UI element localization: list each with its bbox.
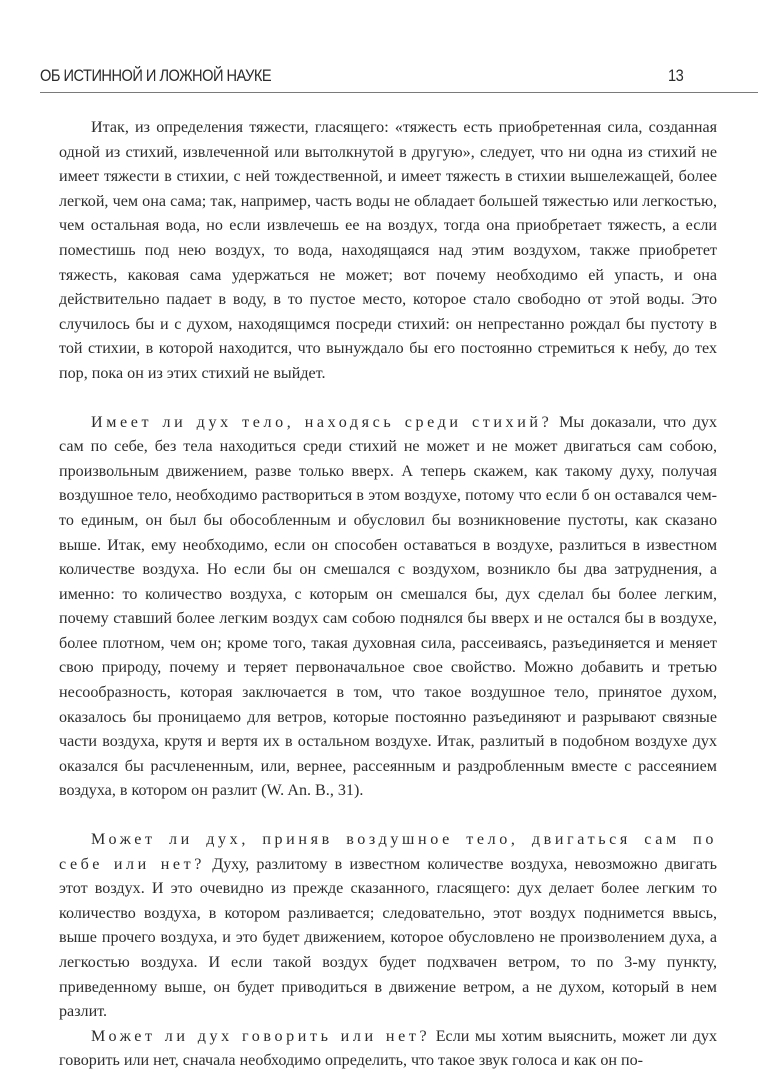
paragraph-spirit-motion: [59, 828, 717, 1025]
paragraph-text: Если мы хотим выяснить, может ли дух говорить или нет, сначала необходимо определить, что такое звук голоса и как он по-: [59, 1027, 718, 1070]
paragraph-text: Итак, из определения тяжести, гласящего: «тяжесть есть приобретенная сила, созданная одной из стихий, извлеченной или вытолкнутой в другую», следует, что ни одна из стихий не имеет тяжести в стихии, с ней тождественной, и имеет тяжесть в стихии вышележащей, более легкой, чем она сама; так, например, часть воды не обладает большей тяжестью или легкостью, чем остальная вода, но если извлечешь ее на воздух, тогда она приобретает тяжесть, а если поместишь под нею воздух, то вода, находящаяся над этим воздухом, также приобретет тяжесть, каковая сама удержаться не может; вот почему необходимо ей упасть, и она действительно падает в воду, в то пустое место, которое стало свободно от этой воды. Это случилось бы и с духом, находящимся посреди стихий: он непрестанно рождал бы пустоту в той стихии, в которой находится, что вынуждало бы его постоянно стремиться к небу, до тех пор, пока он из этих стихий не выйдет.: [59, 119, 717, 382]
body-text: [59, 116, 717, 1074]
paragraph-heading: Может ли дух говорить или нет?: [91, 1027, 431, 1045]
running-title: ОБ ИСТИННОЙ И ЛОЖНОЙ НАУКЕ: [40, 66, 272, 85]
running-head: [40, 64, 758, 93]
paragraph-spirit-body: [59, 411, 717, 805]
paragraph-text: Духу, разлитому в известном количестве воздуха, невозможно двигать этот воздух. И это очевидно из прежде сказанного, гласящего: дух делает более легким то количество воздуха, в котором разливается; следовательно, этот воздух поднимется ввысь, выше прочего воздуха, и это будет движением, которое обусловлено не произволением духа, а легкостью воздуха. И если такой воздух будет подхвачен ветром, то по 3-му пункту, приведенному выше, он будет приводиться в движение ветром, а не духом, который в нем разлит.: [59, 855, 717, 1021]
paragraph-gravity: [59, 116, 717, 387]
paragraph-text: Мы доказали, что дух сам по себе, без тела находиться среди стихий не может и не может двигаться сам собою, произвольным движением, разве только вверх. А теперь скажем, как такому духу, получая воздушное тело, необходимо раствориться в этом воздухе, потому что если б он оставался чем-то единым, он был бы обособленным и обусловил бы возникновение пустоты, как сказано выше. Итак, ему необходимо, если он способен оставаться в воздухе, разлиться в известном количестве воздуха. Но если бы он смешался с воздухом, возникло бы два затруднения, а именно: то количество воздуха, с которым он смешался бы, дух сделал бы более легким, почему ставший более легким воздух сам собою поднялся бы вверх и не остался бы в воздухе, более плотном, чем он; кроме того, такая духовная сила, рассеиваясь, разъединяется и меняет свою природу, почему и теряет первоначальное свое свойство. Можно добавить и третью несообразность, которая заключается в том, что такое воздушное тело, принятое духом, оказалось бы проницаемо для ветров, которые постоянно разъединяют и разрывают связные части воздуха, крутя и вертя их в остальном воздухе. Итак, разлитый в подобном воздухе дух оказался бы расчлененным, или, вернее, рассеянным и раздробленным вместе с рассеянием воздуха, в котором он разлит (W. An. B., 31).: [59, 413, 717, 800]
paragraph-heading: Может ли дух, приняв воздушное тело, двигаться сам по себе или нет?: [59, 831, 717, 873]
paragraph-heading: Имеет ли дух тело, находясь среди стихий?: [91, 413, 553, 431]
paragraph-spirit-speech: [59, 1025, 717, 1074]
page-number: 13: [668, 66, 684, 85]
